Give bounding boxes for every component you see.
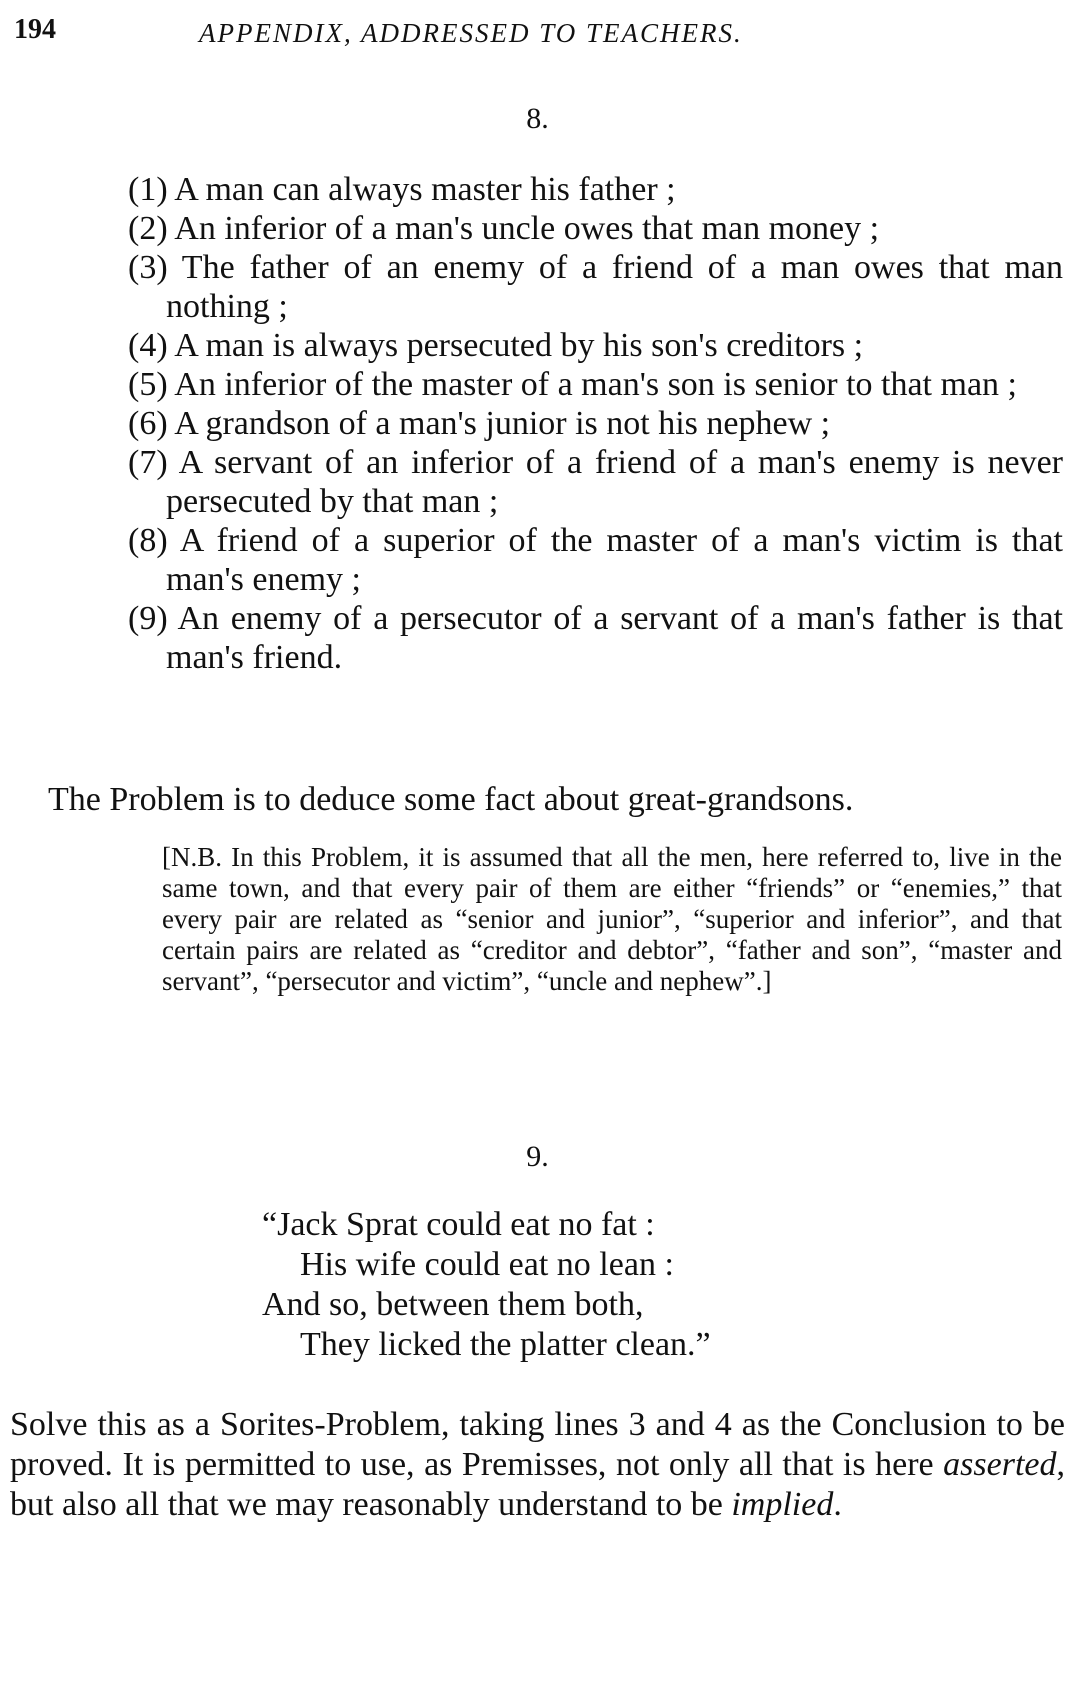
premise-1: (1) A man can always master his father ; [128, 171, 676, 208]
instruction-paragraph [10, 1405, 1065, 1525]
problem-8-number: 8. [526, 102, 549, 135]
premise-7: (7) A servant of an inferior of a friend of a man's enemy is never persecuted by that man ; [128, 444, 1063, 520]
instruction-text-3: . [833, 1486, 842, 1523]
page-number: 194 [14, 14, 56, 45]
instruction-text-1: Solve this as a Sorites-Problem, taking lines 3 and 4 as the Conclusion to be proved. It is permitted to use, as Premisses, not only all that is here [10, 1406, 1065, 1483]
premise-4: (4) A man is always persecuted by his son's creditors ; [128, 327, 864, 364]
note-paragraph: [N.B. In this Problem, it is assumed that all the men, here referred to, live in the same town, and that every pair of them are either “friends” or “enemies,” that every pair are related as “senior and junior”, “superior and inferior”, and that certain pairs are related as “creditor and debtor”, “father and son”, “master and servant”, “persecutor and victim”, “uncle and nephew”.] [162, 842, 1062, 996]
poem-line-1: “Jack Sprat could eat no fat : [262, 1206, 655, 1243]
poem-line-4: They licked the platter clean.” [300, 1326, 711, 1363]
premise-2: (2) An inferior of a man's uncle owes that man money ; [128, 210, 880, 247]
premise-list [128, 170, 1063, 677]
instruction-text-2: , but also all that we may reasonably understand to be [10, 1446, 1065, 1523]
premise-3: (3) The father of an enemy of a friend of a man owes that man nothing ; [128, 249, 1063, 325]
instruction-emphasis-asserted: asserted [943, 1446, 1057, 1483]
poem-line-2: His wife could eat no lean : [300, 1246, 674, 1283]
running-head: APPENDIX, ADDRESSED TO TEACHERS. [199, 18, 743, 48]
premise-8: (8) A friend of a superior of the master of a man's victim is that man's enemy ; [128, 522, 1063, 598]
instruction-emphasis-implied: implied [731, 1486, 834, 1523]
premise-9: (9) An enemy of a persecutor of a servant of a man's father is that man's friend. [128, 600, 1063, 676]
premise-6: (6) A grandson of a man's junior is not his nephew ; [128, 405, 831, 442]
problem-statement: The Problem is to deduce some fact about great-grandsons. [48, 781, 854, 818]
problem-9-number: 9. [526, 1140, 549, 1173]
poem-line-3: And so, between them both, [262, 1286, 644, 1323]
poem [262, 1205, 962, 1365]
premise-5: (5) An inferior of the master of a man's son is senior to that man ; [128, 366, 1017, 403]
page-header [14, 14, 1061, 54]
